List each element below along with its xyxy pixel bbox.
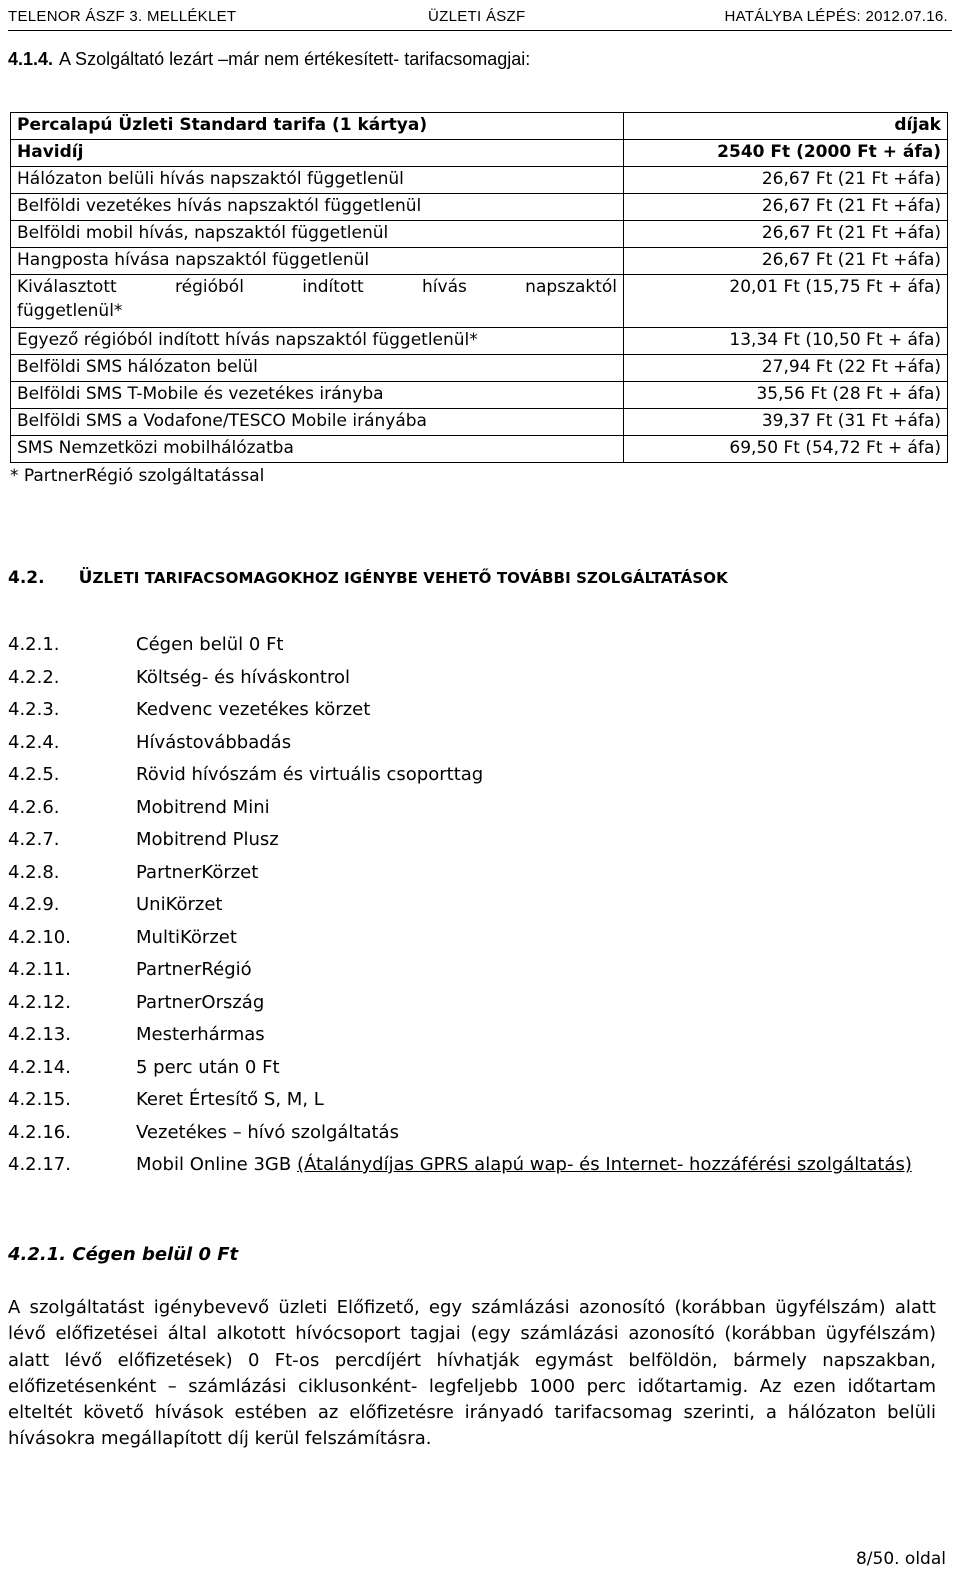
table-header-value: díjak [624,113,948,140]
item-name: Keret Értesítő S, M, L [136,1089,324,1110]
row-label: Belföldi SMS T-Mobile és vezetékes irányba [11,382,624,409]
table-header-row [11,113,948,140]
item-name: MultiKörzet [136,926,237,948]
item-name: Költség- és híváskontrol [136,666,350,688]
table-row [11,328,948,355]
header-left-text: TELENOR ÁSZF 3. MELLÉKLET [8,8,237,25]
item-name: UniKörzet [136,894,223,915]
item-name: PartnerKörzet [136,861,259,883]
item-name: PartnerOrszág [136,991,265,1013]
section-4-2-1-heading: 4.2.1. Cégen belül 0 Ft [8,1244,239,1265]
header-middle-text: ÜZLETI ÁSZF [428,8,526,25]
section-4-2-1-paragraph: A szolgáltatást igénybevevő üzleti Előfizető, egy számlázási azonosító (korábban ügyfélszám) alatt lévő előfizetései által alkotott hívócsoport tagjai (egy számlázási azonosító (korábban ügyfélszám) alatt lévő előfizetések) 0 Ft-os percdíjért hívhatják egymást belföldön, bármely napszakban, előfizetésenként – számlázási ciklusonként- legfeljebb 1000 perc időtartamig. Az ezen időtartam elteltét követő hívások estében az előfizetésre irányadó tarifacsomag szerinti, a hálózaton belüli hívásokra megállapított díj kerül felszámításra. [8,1297,936,1450]
item-number: 4.2.4. [8,731,60,753]
item-name: Hívástovábbadás [136,731,292,753]
item-name [136,1152,936,1178]
table-row [11,194,948,221]
list-item [8,1120,948,1153]
item-name-plain: Mobil Online 3GB [136,1154,297,1175]
row-label: Hangposta hívása napszaktól függetlenül [11,248,624,275]
row-label: SMS Nemzetközi mobilhálózatba [11,436,624,463]
item-name: PartnerRégió [136,959,252,980]
section-title-text: A Szolgáltató lezárt –már nem értékesített- tarifacsomagjai: [59,49,531,69]
list-item [8,665,948,698]
item-name: Mobitrend Mini [136,796,270,818]
item-number: 4.2.14. [8,1056,71,1078]
row-label: Havidíj [11,140,624,167]
list-item [8,632,948,665]
table-header-label: Percalapú Üzleti Standard tarifa (1 kártya) [11,113,624,140]
item-number: 4.2.10. [8,926,71,948]
table-footnote: * PartnerRégió szolgáltatással [10,466,265,486]
table-row [11,221,948,248]
list-item [8,827,948,860]
item-number: 4.2.17. [8,1154,71,1175]
table-row [11,167,948,194]
item-number: 4.2.13. [8,1024,71,1045]
list-item [8,795,948,828]
row-value: 69,50 Ft (54,72 Ft + áfa) [624,436,948,463]
header-right-text: HATÁLYBA LÉPÉS: 2012.07.16. [724,8,948,25]
section-title [79,569,728,587]
section-4-1-4-title [8,49,530,70]
item-number: 4.2.1. [8,634,60,655]
list-item [8,957,948,990]
row-value: 26,67 Ft (21 Ft +áfa) [624,221,948,248]
item-number: 4.2.11. [8,959,71,980]
item-name: Vezetékes – hívó szolgáltatás [136,1121,399,1143]
row-label [11,275,624,328]
row-label: Belföldi mobil hívás, napszaktól függetlenül [11,221,624,248]
item-number: 4.2.5. [8,764,60,785]
item-name: Kedvenc vezetékes körzet [136,699,371,720]
list-item [8,892,948,925]
row-label: Hálózaton belüli hívás napszaktól függetlenül [11,167,624,194]
item-number: 4.2.3. [8,699,60,720]
section-number: 4.2. [8,568,45,588]
list-item [8,1022,948,1055]
row-value: 26,67 Ft (21 Ft +áfa) [624,248,948,275]
row-label: Egyező régióból indított hívás napszaktól függetlenül* [11,328,624,355]
item-name: Cégen belül 0 Ft [136,634,284,655]
list-item [8,1055,948,1088]
item-name: Mobitrend Plusz [136,829,279,850]
row-value: 13,34 Ft (10,50 Ft + áfa) [624,328,948,355]
section-title-capital: Ü [78,568,93,588]
row-value: 27,94 Ft (22 Ft +áfa) [624,355,948,382]
section-4-2-heading [8,568,728,588]
page-number: 8/50. oldal [855,1549,946,1569]
item-name: Mesterhármas [136,1024,265,1045]
row-value: 26,67 Ft (21 Ft +áfa) [624,194,948,221]
list-item [8,860,948,893]
item-number: 4.2.7. [8,829,60,850]
list-item [8,1152,948,1212]
list-item [8,925,948,958]
table-row [11,248,948,275]
row-value: 2540 Ft (2000 Ft + áfa) [624,140,948,167]
item-name: 5 perc után 0 Ft [136,1056,280,1078]
row-value: 26,67 Ft (21 Ft +áfa) [624,167,948,194]
item-number: 4.2.16. [8,1121,71,1143]
section-number: 4.1.4. [8,49,54,69]
item-number: 4.2.6. [8,796,60,818]
page-header [8,4,952,31]
service-list [8,632,948,1212]
item-number: 4.2.12. [8,991,71,1013]
row-value: 35,56 Ft (28 Ft + áfa) [624,382,948,409]
section-title-rest: ZLETI TARIFACSOMAGOKHOZ IGÉNYBE VEHETŐ TOVÁBBI SZOLGÁLTATÁSOK [92,569,728,587]
row-label-line1: Kiválasztott régióból indított hívás napszaktól [17,277,617,297]
row-value: 20,01 Ft (15,75 Ft + áfa) [624,275,948,328]
item-number: 4.2.15. [8,1089,71,1110]
item-name-link[interactable]: (Átalánydíjas GPRS alapú wap- és Internet- hozzáférési szolgáltatás) [296,1154,912,1175]
row-label: Belföldi SMS hálózaton belül [11,355,624,382]
list-item [8,697,948,730]
table-row [11,140,948,167]
table-row [11,409,948,436]
item-number: 4.2.9. [8,894,60,915]
list-item [8,990,948,1023]
item-number: 4.2.2. [8,666,60,688]
table-row [11,436,948,463]
row-value: 39,37 Ft (31 Ft +áfa) [624,409,948,436]
row-label-line2: függetlenül* [17,301,123,321]
table-row [11,382,948,409]
row-label: Belföldi vezetékes hívás napszaktól függetlenül [11,194,624,221]
item-name: Rövid hívószám és virtuális csoporttag [136,764,484,785]
list-item [8,1087,948,1120]
table-row [11,275,948,328]
table-row [11,355,948,382]
list-item [8,730,948,763]
tariff-table [10,112,948,463]
list-item [8,762,948,795]
row-label: Belföldi SMS a Vodafone/TESCO Mobile irányába [11,409,624,436]
item-number: 4.2.8. [8,861,60,883]
